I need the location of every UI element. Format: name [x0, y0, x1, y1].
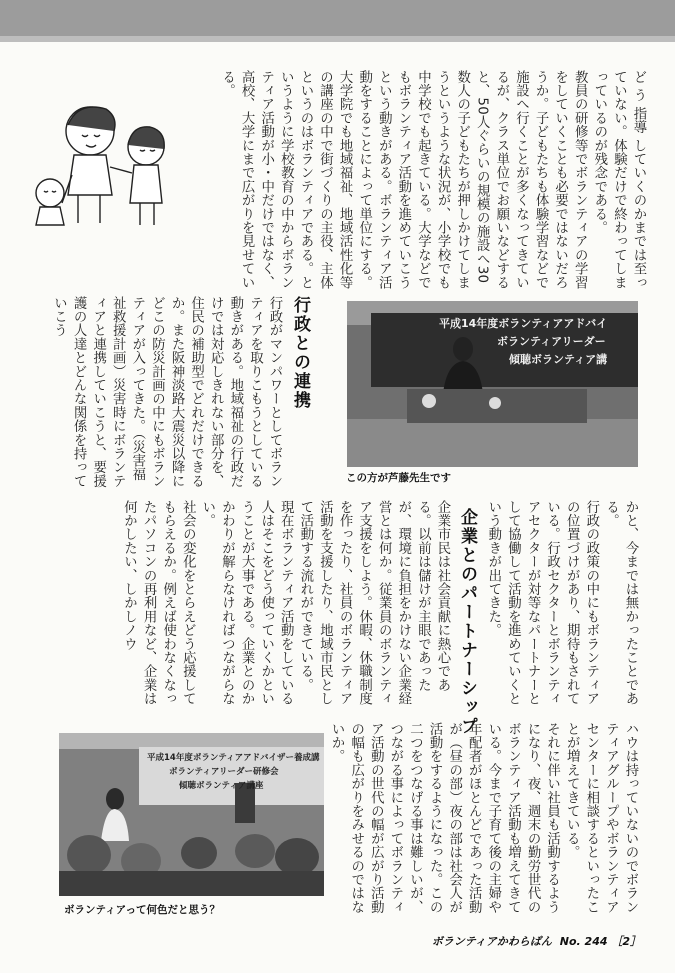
publication-name: ボランティアかわらばん	[431, 935, 552, 948]
heading-kigyo-partnership: 企業とのパートナーシップ	[457, 508, 477, 736]
photo-workshop	[59, 733, 324, 896]
article-column-top-right: ど う 指導 していくのかまでは至っていない。体験だけで終わってしまっているのが残念である。 教員の研修等でボランティアの学習をしていくことも必要ではないだろうか。子どもたちも体験学習などで施設へ行くことが多くなってきているが、クラス単位でお願いなどすると、50人ぐらいの規模の施設へ30数人の子どもたちが押しかけてしまうというような状況が、小学校でも中学校でも起きている。大学などでもボランティア活動を進めていこうという動きがある。ボランティア活動をすることによって単位にする。大学院でも地域福祉、地域活性化等の講座の中で街づくりの主役、主体というのはボランティアである。というように学校教育の中からボランティア活動が小・中だけではなく、高校、大学にまで広がりを見せている。	[219, 70, 646, 290]
article-column-gyosei: 行政がマンパワーとしてボランティアを取りこもうとしている動きがある。地域福祉の行政だけでは対応しきれない部分を、住民の補助型でどれだけできるか。また阪神淡路大震災以降にどこの防災計画の中にもボランティアが入ってきた。（災害福祉救援計画）災害時にボランティアと連携していこうと、要援護の人達とどんな関係を持っていこう	[51, 296, 282, 488]
article-column-kigyo-a: かと、今までは無かったことである。 行政の政策の中にもボランティアの位置づけがあり、期待もされている。行政セクターとボランティアセクターが対等なパートナーとして協働して活動を進めていくという動きが出てきた。	[485, 500, 638, 706]
banner-line-3: 傾聴ボランティア講	[509, 353, 608, 366]
banner-line-1: 平成14年度ボランティアアドバイザー養成講	[147, 753, 320, 763]
issue-number: No. 244	[559, 935, 608, 948]
children-illustration-icon	[28, 95, 183, 230]
photo-caption-bottom: ボランティアって何色だと思う？	[64, 904, 221, 916]
banner-line-3: 傾聴ボランティア講座	[179, 781, 264, 791]
article-column-kigyo-b: 企業市民は社会貢献に熱心である。以前は儲けが主眼であったが、環境に負担をかけない企業経営とは何か。従業員のボランティア支援をしよう。休暇、休職制度を作ったり、社員のボランティア活動を支援したり、地域市民として活動する流れができている。 現在ボランティア活動をしている人はそこをどう使っていくかということが大事である。企業とのかかわりが解らなければつながらない。 社会の変化をとらえどう応援してもらえるか。例えば使わなくなったパソコンの再利用など、企業は何かしたい、しかしノウ	[121, 500, 450, 706]
heading-gyosei-renkei: 行政との連携	[290, 296, 310, 410]
banner-line-1: 平成14年度ボランティアアドバイ	[439, 317, 608, 330]
page-footer	[432, 933, 641, 949]
header-band	[0, 0, 675, 42]
photo-lecturer	[347, 301, 638, 467]
article-column-bottom-right: ハウは持っていないのでボランティアグループやボランティアセンターに相談するといったことが増えてきている。 それに伴い社員も活動するようになり、夜、週末の勤労世代のボランティア活動も増えてきている。今まで子育て後の主婦や年配者がほとんどであった活動が（昼の部）夜の部は社会人が活動をするようになった。この二つをつなげる事は難しいが、つながる事によってボランティア活動の世代の幅が広がり活動の幅も広がりをみせるのではないか。	[329, 722, 638, 914]
photo-caption-top: この方が芦藤先生です	[346, 472, 451, 484]
banner-line-2: ボランティアリーダー研修会	[169, 767, 279, 777]
banner-line-2: ボランティアリーダー	[497, 335, 606, 348]
page-number: ［2］	[611, 935, 641, 948]
